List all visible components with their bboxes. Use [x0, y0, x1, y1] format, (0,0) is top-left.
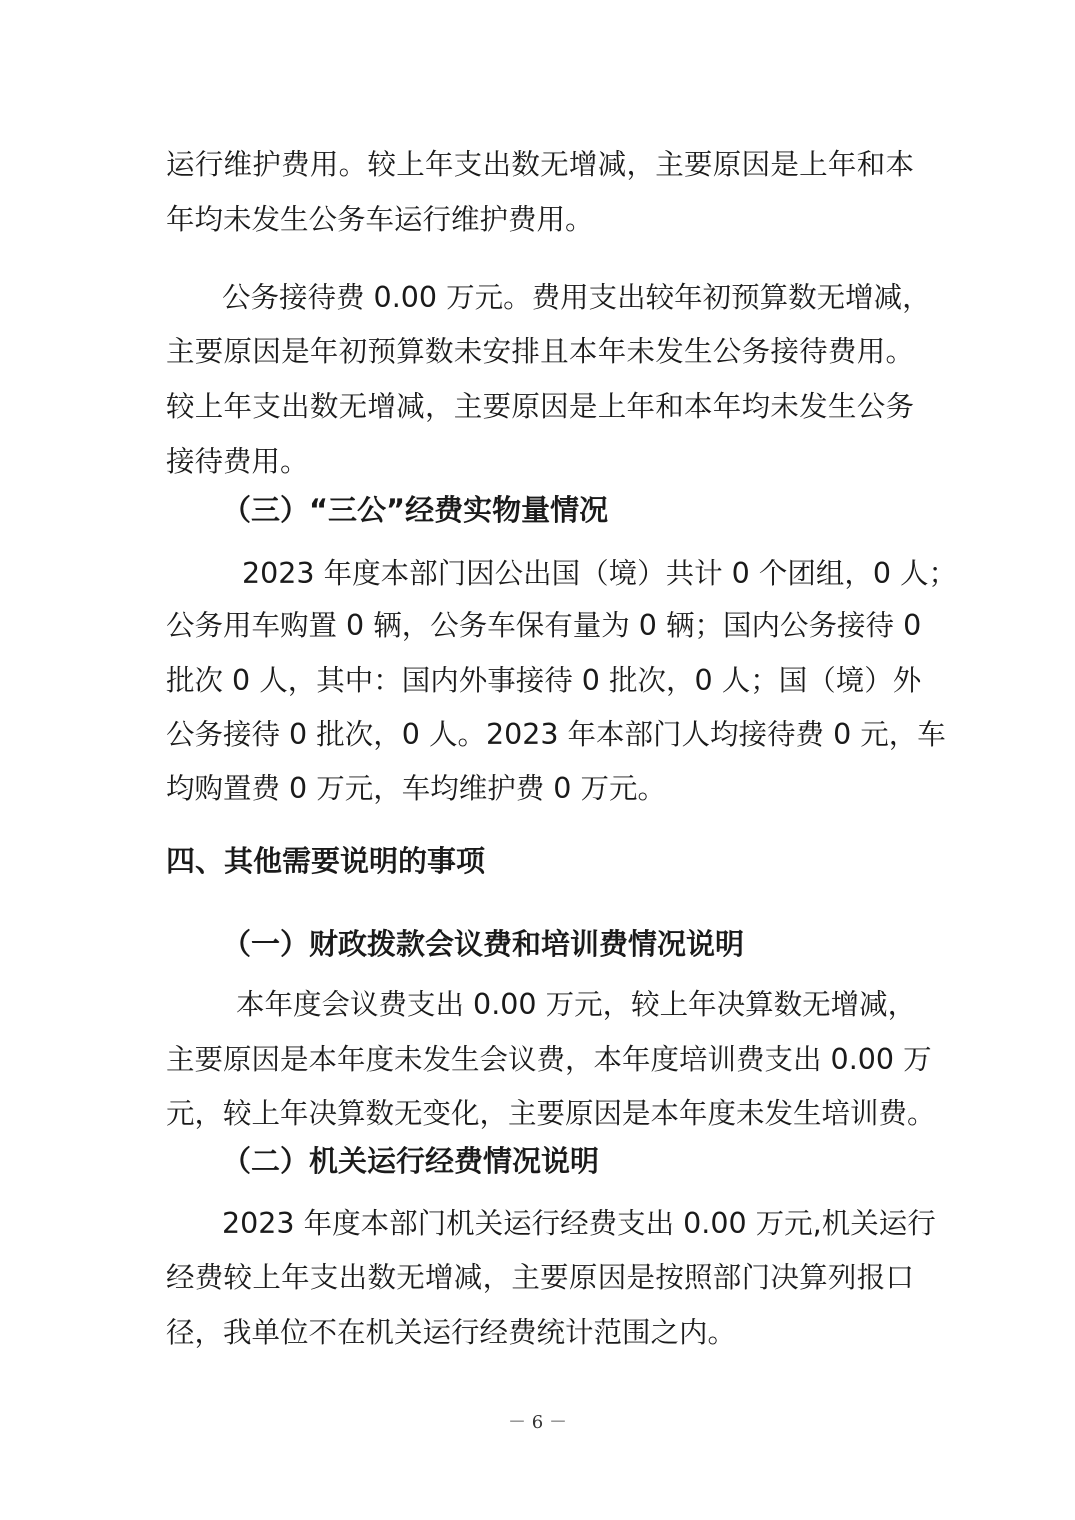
paragraph-line: 经费较上年支出数无增减，主要原因是按照部门决算列报口 [166, 1261, 914, 1294]
subsection-heading: （一）财政拨款会议费和培训费情况说明 [222, 927, 745, 961]
paragraph-line: 公务用车购置 0 辆，公务车保有量为 0 辆；国内公务接待 0 [166, 609, 922, 642]
paragraph-line: 2023 年度本部门因公出国（境）共计 0 个团组，0 人； [242, 557, 958, 590]
paragraph-line: 主要原因是年初预算数未安排且本年未发生公务接待费用。 [166, 335, 914, 368]
paragraph-line: 均购置费 0 万元，车均维护费 0 万元。 [166, 772, 667, 805]
page-number: － 6 － [508, 1412, 567, 1433]
paragraph-line: 运行维护费用。较上年支出数无增减，主要原因是上年和本 [166, 148, 914, 181]
paragraph-line: 本年度会议费支出 0.00 万元，较上年决算数无增减， [236, 988, 917, 1021]
paragraph-line: 较上年支出数无增减，主要原因是上年和本年均未发生公务 [166, 390, 914, 423]
paragraph-line: 径，我单位不在机关运行经费统计范围之内。 [166, 1316, 737, 1349]
subsection-heading: （三）“三公”经费实物量情况 [222, 493, 609, 527]
paragraph-line: 2023 年度本部门机关运行经费支出 0.00 万元,机关运行 [222, 1207, 936, 1240]
paragraph-line: 年均未发生公务车运行维护费用。 [166, 203, 594, 236]
paragraph-line: 公务接待费 0.00 万元。费用支出较年初预算数无增减， [222, 281, 931, 314]
paragraph-line: 元，较上年决算数无变化，主要原因是本年度未发生培训费。 [166, 1097, 936, 1130]
paragraph-line: 主要原因是本年度未发生会议费，本年度培训费支出 0.00 万 [166, 1043, 932, 1076]
section-heading: 四、其他需要说明的事项 [166, 844, 486, 878]
subsection-heading: （二）机关运行经费情况说明 [222, 1144, 600, 1178]
paragraph-line: 批次 0 人，其中：国内外事接待 0 批次，0 人；国（境）外 [166, 664, 922, 697]
paragraph-line: 接待费用。 [166, 445, 309, 478]
paragraph-line: 公务接待 0 批次，0 人。2023 年本部门人均接待费 0 元，车 [166, 718, 946, 751]
